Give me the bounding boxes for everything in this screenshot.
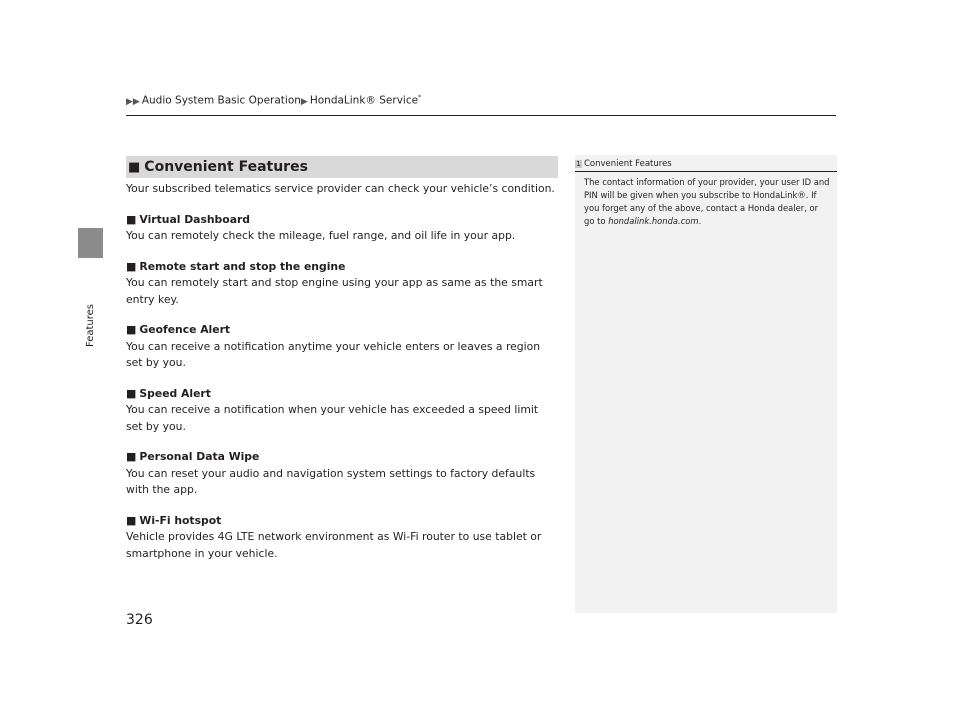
breadcrumb (126, 94, 421, 107)
feature-title (126, 322, 556, 339)
breadcrumb-item-hondalink[interactable]: HondaLink® Service (309, 94, 419, 107)
feature-title-text: Personal Data Wipe (139, 450, 260, 463)
feature-item (126, 386, 556, 436)
feature-title-text: Wi-Fi hotspot (139, 513, 222, 527)
intro-paragraph: Your subscribed telematics service provider can check your vehicle’s condition. (126, 182, 555, 195)
feature-title-text: Speed Alert (139, 386, 211, 400)
feature-title (126, 259, 556, 276)
square-bullet-icon: ■ (126, 386, 137, 400)
hondalink-url-link[interactable]: hondalink.honda.com (608, 216, 699, 226)
side-note-title: Convenient Features (584, 159, 672, 169)
section-header (126, 156, 558, 178)
feature-text: You can receive a notification when your vehicle has exceeded a speed limit set by you. (126, 403, 539, 433)
feature-text: Vehicle provides 4G LTE network environment as Wi-Fi router to use tablet or smartphone in your vehicle. (126, 530, 542, 560)
side-note-body (584, 176, 830, 228)
square-bullet-icon: ■ (126, 513, 137, 527)
chapter-label (81, 295, 99, 355)
feature-title-text: Virtual Dashboard (139, 212, 251, 226)
side-note-text-end: . (698, 216, 702, 226)
square-bullet-icon: ■ (128, 159, 141, 175)
breadcrumb-arrow-icon: ▶▶ (126, 96, 140, 107)
chapter-label-text: Features (84, 303, 96, 347)
feature-text: You can reset your audio and navigation system settings to factory defaults with the app. (126, 466, 536, 496)
page-number: 326 (126, 612, 153, 628)
header-divider (126, 115, 836, 116)
feature-item (126, 449, 556, 499)
square-bullet-icon: ■ (126, 450, 137, 463)
footnote-mark: * (418, 94, 422, 101)
feature-title (126, 449, 556, 466)
square-bullet-icon: ■ (126, 323, 137, 336)
feature-title (126, 212, 556, 229)
side-note (575, 155, 837, 613)
feature-title-text: Remote start and stop the engine (139, 259, 346, 273)
chapter-tab (78, 228, 103, 258)
breadcrumb-item-audio-system[interactable]: Audio System Basic Operation (141, 94, 301, 107)
feature-title-text: Geofence Alert (139, 323, 231, 336)
note-reference-icon: 1 (576, 160, 581, 168)
feature-item (126, 322, 556, 372)
feature-item (126, 259, 556, 309)
feature-item (126, 513, 556, 563)
feature-title (126, 386, 556, 403)
square-bullet-icon: ■ (126, 259, 137, 273)
feature-item (126, 212, 556, 245)
feature-text: You can remotely check the mileage, fuel range, and oil life in your app. (126, 229, 516, 242)
feature-text: You can remotely start and stop engine using your app as same as the smart entry key. (126, 276, 543, 306)
feature-text: You can receive a notification anytime your vehicle enters or leaves a region set by you. (126, 339, 541, 369)
main-content (126, 181, 556, 576)
breadcrumb-arrow-icon: ▶ (300, 96, 308, 107)
section-title: Convenient Features (144, 159, 308, 175)
feature-title (126, 513, 556, 530)
side-note-text: The contact information of your provider, your user ID and PIN will be given when you subscribe to HondaLink®. If you forget any of the above, contact a Honda dealer, or go to (584, 177, 830, 226)
square-bullet-icon: ■ (126, 212, 137, 226)
side-note-header (575, 157, 837, 172)
